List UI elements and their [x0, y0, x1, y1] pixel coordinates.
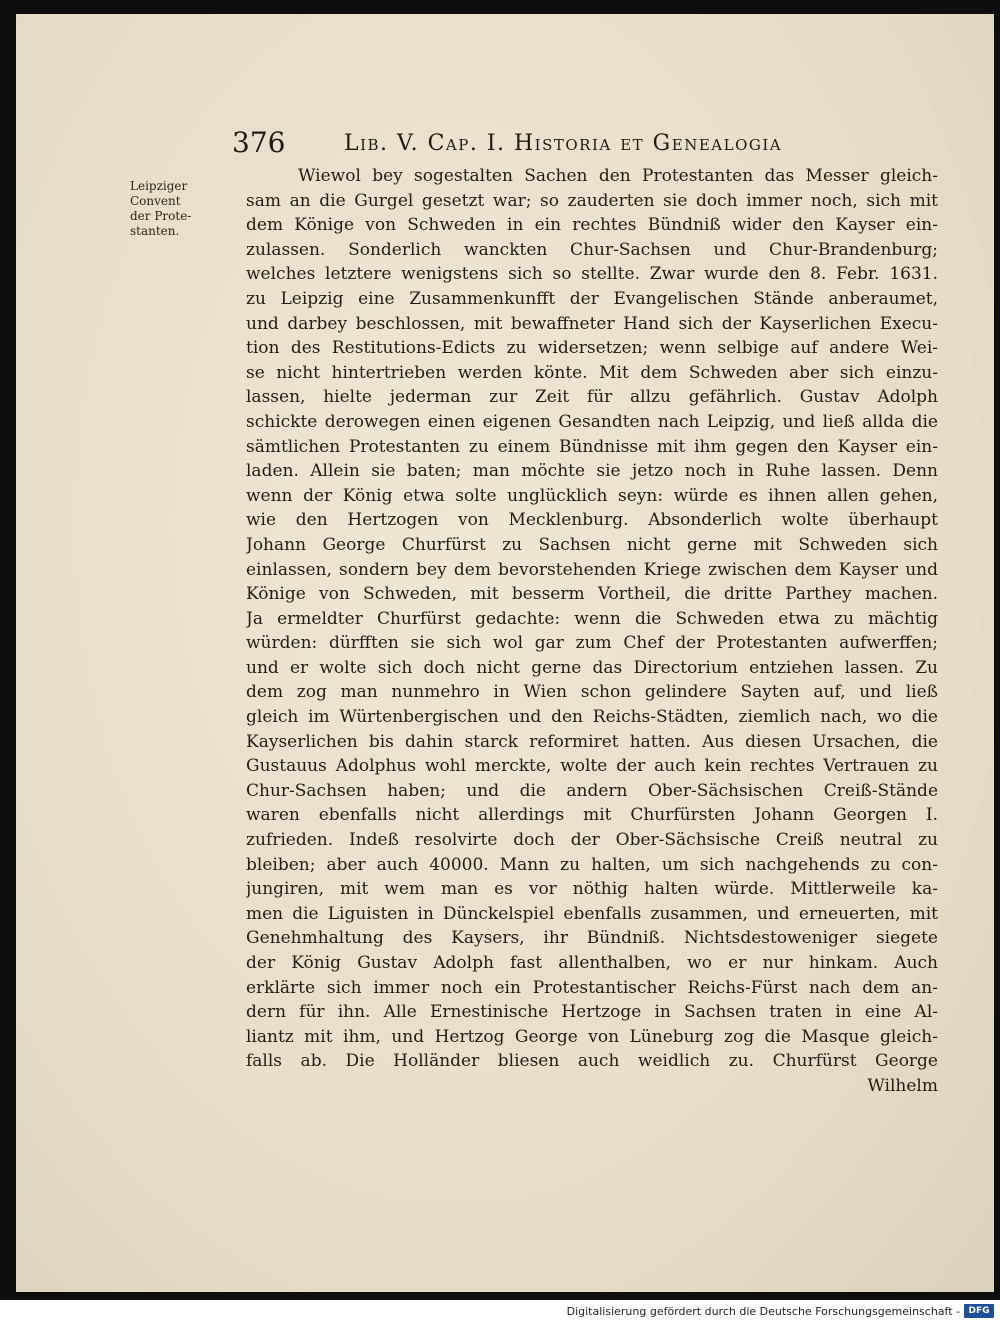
text-line: dern für ihn. Alle Ernestinische Hertzoge in Sachsen traten in eine Al-: [246, 1002, 938, 1023]
text-line: Genehmhaltung des Kaysers, ihr Bündniß. Nichtsdestoweniger siegete: [246, 928, 938, 949]
text-line: dem zog man nunmehro in Wien schon gelindere Sayten auf, und ließ: [246, 682, 938, 703]
text-line: erklärte sich immer noch ein Protestantischer Reichs-Fürst nach dem an-: [246, 977, 938, 998]
margin-note: [130, 179, 222, 239]
text-line: Johann George Churfürst zu Sachsen nicht gerne mit Schweden sich: [246, 534, 938, 555]
running-head-title: Lib. V. Cap. I. Historia et Genealogia: [344, 131, 783, 156]
text-line: tion des Restitutions-Edicts zu widersetzen; wenn selbige auf andere Wei-: [246, 338, 938, 359]
text-line: sämtlichen Protestanten zu einem Bündnisse mit ihm gegen den Kayser ein-: [246, 436, 938, 457]
body-text: [246, 164, 938, 1099]
text-line: Ja ermeldter Churfürst gedachte: wenn die Schweden etwa zu mächtig: [246, 608, 938, 629]
text-line: sam an die Gurgel gesetzt war; so zauderten sie doch immer noch, sich mit: [246, 190, 938, 211]
text-line: zulassen. Sonderlich wanckten Chur-Sachsen und Chur-Brandenburg;: [246, 239, 938, 260]
text-line: zufrieden. Indeß resolvirte doch der Ober-Sächsische Creiß neutral zu: [246, 830, 938, 851]
text-line: der König Gustav Adolph fast allenthalben, wo er nur hinkam. Auch: [246, 953, 938, 973]
text-line: schickte derowegen einen eigenen Gesandten nach Leipzig, und ließ allda die: [246, 411, 938, 432]
text-line: Gustauus Adolphus wohl merckte, wolte der auch kein rechtes Vertrauen zu: [246, 756, 938, 777]
text-line: jungiren, mit wem man es vor nöthig halten würde. Mittlerweile ka-: [246, 879, 938, 900]
margin-note-line: der Prote-: [130, 209, 192, 223]
dfg-logo: DFG: [964, 1304, 994, 1318]
text-line: dem Könige von Schweden in ein rechtes Bündniß wider den Kayser ein-: [246, 215, 938, 236]
text-line: se nicht hintertrieben werden könte. Mit dem Schweden aber sich einzu-: [246, 362, 938, 383]
text-line: und darbey beschlossen, mit bewaffneter Hand sich der Kayserlichen Execu-: [246, 313, 938, 334]
text-line: einlassen, sondern bey dem bevorstehenden Kriege zwischen dem Kayser und: [246, 559, 938, 580]
text-line: zu Leipzig eine Zusammenkunfft der Evangelischen Stände anberaumet,: [246, 288, 938, 309]
text-line: men die Liguisten in Dünckelspiel ebenfalls zusammen, und erneuerten, mit: [246, 903, 938, 924]
text-line: Chur-Sachsen haben; und die andern Ober-Sächsischen Creiß-Stände: [246, 780, 938, 801]
text-line: wie den Hertzogen von Mecklenburg. Absonderlich wolte überhaupt: [246, 510, 938, 531]
text-line: laden. Allein sie baten; man möchte sie jetzo noch in Ruhe lassen. Denn: [246, 461, 938, 482]
text-line: waren ebenfalls nicht allerdings mit Churfürsten Johann Georgen I.: [246, 805, 938, 826]
text-line: lassen, hielte jederman zur Zeit für allzu gefährlich. Gustav Adolph: [246, 387, 938, 408]
margin-note-line: Leipziger: [130, 179, 188, 193]
catchword: Wilhelm: [867, 1075, 938, 1096]
text-line: welches letztere wenigstens sich so stellte. Zwar wurde den 8. Febr. 1631.: [246, 264, 938, 285]
text-line: Kayserlichen bis dahin starck reformiret hatten. Aus diesen Ursachen, die: [246, 731, 938, 752]
running-head: [16, 126, 994, 166]
text-line: gleich im Würtenbergischen und den Reichs-Städten, ziemlich nach, wo die: [246, 707, 938, 728]
book-page: [16, 14, 994, 1292]
text-line: Könige von Schweden, mit besserm Vortheil, die dritte Parthey machen.: [246, 584, 938, 605]
margin-note-line: stanten.: [130, 224, 180, 238]
text-line: und er wolte sich doch nicht gerne das Directorium entziehen lassen. Zu: [246, 657, 938, 678]
funding-notice: Digitalisierung gefördert durch die Deutsche Forschungsgemeinschaft -: [566, 1305, 960, 1318]
page-number: 376: [232, 126, 286, 159]
margin-note-line: Convent: [130, 194, 181, 208]
text-line: falls ab. Die Holländer bliesen auch weidlich zu. Churfürst George: [246, 1051, 938, 1072]
text-line: würden: dürfften sie sich wol gar zum Chef der Protestanten aufwerffen;: [246, 633, 938, 654]
text-line: liantz mit ihm, und Hertzog George von Lüneburg zog die Masque gleich-: [246, 1026, 938, 1047]
footer-bar: [0, 1301, 1000, 1323]
text-line: bleiben; aber auch 40000. Mann zu halten, um sich nachgehends zu con-: [246, 854, 938, 875]
text-line: wenn der König etwa solte unglücklich seyn: würde es ihnen allen gehen,: [246, 485, 938, 506]
text-line: Wiewol bey sogestalten Sachen den Protestanten das Messer gleich-: [298, 166, 938, 186]
